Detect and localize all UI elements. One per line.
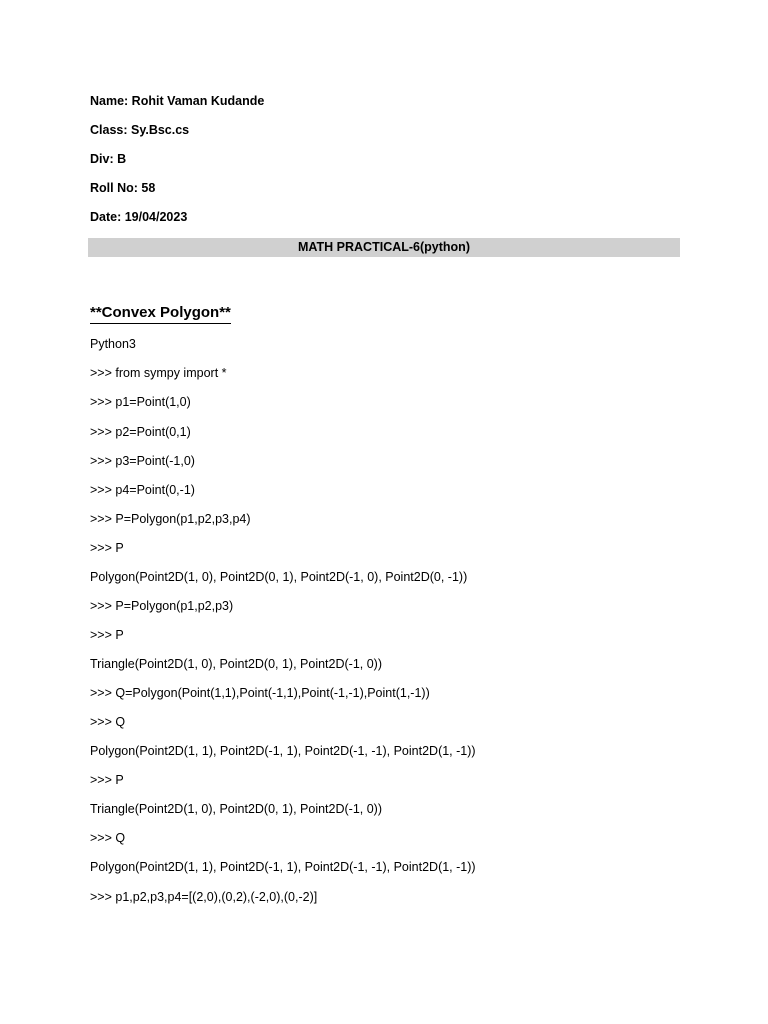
student-division: Div: B [90, 152, 127, 166]
code-line: >>> p3=Point(-1,0) [90, 454, 195, 468]
code-line: Polygon(Point2D(1, 1), Point2D(-1, 1), Point2D(-1, -1), Point2D(1, -1)) [90, 860, 476, 874]
code-line: Python3 [90, 337, 136, 351]
document-date: Date: 19/04/2023 [90, 210, 188, 224]
student-class: Class: Sy.Bsc.cs [90, 123, 190, 137]
code-line: Triangle(Point2D(1, 0), Point2D(0, 1), Point2D(-1, 0)) [90, 657, 383, 671]
practical-title-bar: MATH PRACTICAL-6(python) [88, 238, 680, 257]
roll-number: Roll No: 58 [90, 181, 156, 195]
code-line: >>> P=Polygon(p1,p2,p3,p4) [90, 512, 251, 526]
code-line: >>> p4=Point(0,-1) [90, 483, 195, 497]
code-line: >>> p1,p2,p3,p4=[(2,0),(0,2),(-2,0),(0,-2)] [90, 890, 318, 904]
code-line: >>> P=Polygon(p1,p2,p3) [90, 599, 234, 613]
code-line: Polygon(Point2D(1, 0), Point2D(0, 1), Point2D(-1, 0), Point2D(0, -1)) [90, 570, 468, 584]
code-line: >>> Q [90, 715, 126, 729]
code-line: >>> Q=Polygon(Point(1,1),Point(-1,1),Point(-1,-1),Point(1,-1)) [90, 686, 430, 700]
code-line: >>> P [90, 541, 124, 555]
code-line: >>> Q [90, 831, 126, 845]
code-line: >>> p2=Point(0,1) [90, 425, 191, 439]
code-line: >>> P [90, 628, 124, 642]
section-heading: **Convex Polygon** [90, 303, 231, 324]
code-line: >>> P [90, 773, 124, 787]
code-line: Triangle(Point2D(1, 0), Point2D(0, 1), Point2D(-1, 0)) [90, 802, 383, 816]
code-line: Polygon(Point2D(1, 1), Point2D(-1, 1), Point2D(-1, -1), Point2D(1, -1)) [90, 744, 476, 758]
code-line: >>> from sympy import * [90, 366, 227, 380]
code-line: >>> p1=Point(1,0) [90, 395, 191, 409]
student-name: Name: Rohit Vaman Kudande [90, 94, 265, 108]
